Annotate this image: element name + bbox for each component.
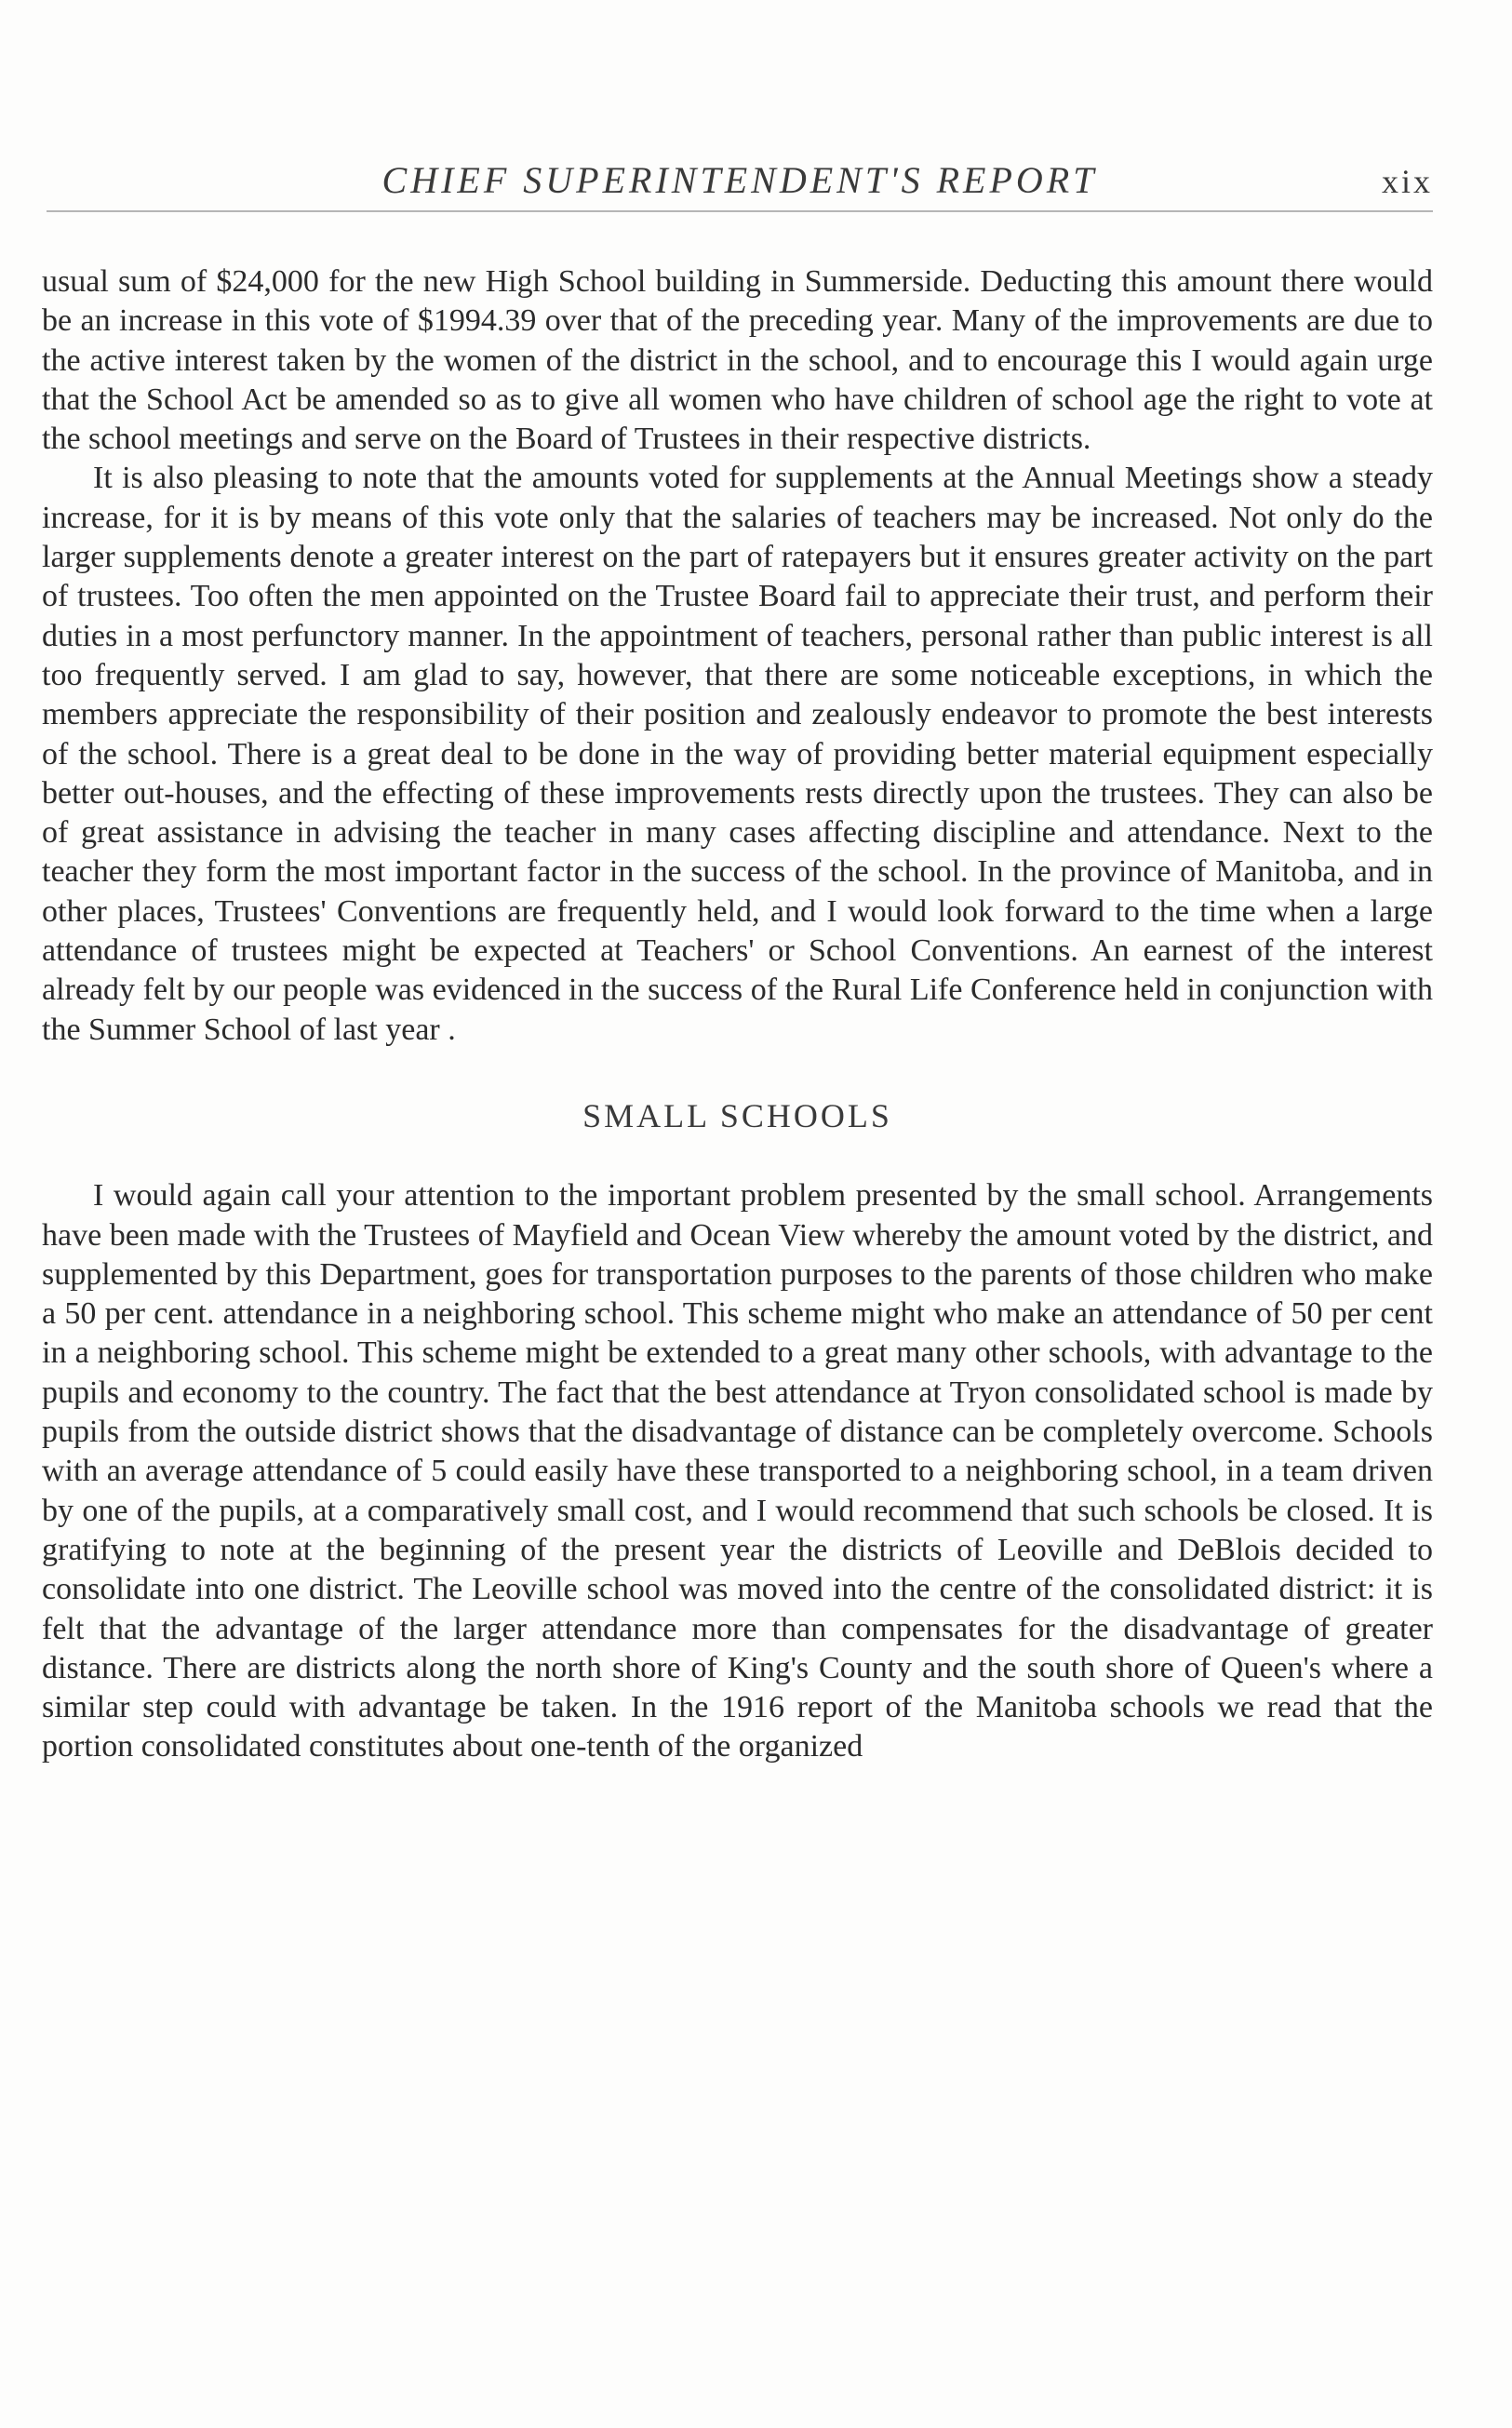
page-header [47, 149, 1433, 208]
page-number: xix [1381, 163, 1433, 200]
header-rule [47, 210, 1433, 212]
paragraph-small-schools: I would again call your attention to the important problem presented by the small school. Arrangements have been made with the Trustees of Mayfield and Ocean View whereby the amount voted by the district, and supplemented by this Department, goes for transportation purposes to the parents of those children who make a 50 per cent. attendance in a neighboring school. This scheme might who make an attendance of 50 per cent in a neighboring school. This scheme might be extended to a great many other schools, with advantage to the pupils and economy to the country. The fact that the best attendance at Tryon consolidated school is made by pupils from the outside district shows that the disadvantage of distance can be completely overcome. Schools with an average attendance of 5 could easily have these transported to a neighboring school, in a team driven by one of the pupils, at a comparatively small cost, and I would recommend that such schools be closed. It is gratifying to note at the beginning of the present year the districts of Leoville and DeBlois decided to consolidate into one district. The Leoville school was moved into the centre of the consolidated district: it is felt that the advantage of the larger attendance more than compensates for the disadvantage of greater distance. There are districts along the north shore of King's County and the south shore of Queen's where a similar step could with advantage be taken. In the 1916 report of the Manitoba schools we read that the portion consolidated constitutes about one-tenth of the organized [42, 1178, 1433, 1764]
section-heading: SMALL SCHOOLS [582, 1096, 892, 1134]
body-text [42, 262, 1433, 1767]
paragraph-supplements: It is also pleasing to note that the amounts voted for supplements at the Annual Meetings show a steady increase, for it is by means of this vote only that the salaries of teachers may be increased. Not only do the larger supplements denote a greater interest on the part of ratepayers but it ensures greater activity on the part of trustees. Too often the men appointed on the Trustee Board fail to appreciate their trust, and perform their duties in a most perfunctory manner. In the appointment of teachers, personal rather than public interest is all too frequently served. I am glad to say, however, that there are some noticeable exceptions, in which the members appreciate the responsibility of their position and zealously endeavor to promote the best interests of the school. There is a great deal to be done in the way of providing better material equipment especially better out-houses, and the effecting of these improvements rests directly upon the trustees. They can also be of great assistance in advising the teacher in many cases affecting discipline and attendance. Next to the teacher they form the most important factor in the success of the school. In the province of Manitoba, and in other places, Trustees' Conventions are frequently held, and I would look forward to the time when a large attendance of trustees might be expected at Teachers' or School Conventions. An earnest of the interest already felt by our people was evidenced in the success of the Rural Life Conference held in conjunction with the Summer School of last year . [42, 461, 1433, 1047]
paragraph-continued: usual sum of $24,000 for the new High School building in Summerside. Deducting this amount there would be an increase in this vote of $1994.39 over that of the preceding year. Many of the improvements are due to the active interest taken by the women of the district in the school, and to encourage this I would again urge that the School Act be amended so as to give all women who have children of school age the right to vote at the school meetings and serve on the Board of Trustees in their respective districts. [42, 264, 1433, 457]
running-head: CHIEF SUPERINTENDENT'S REPORT [381, 159, 1098, 201]
